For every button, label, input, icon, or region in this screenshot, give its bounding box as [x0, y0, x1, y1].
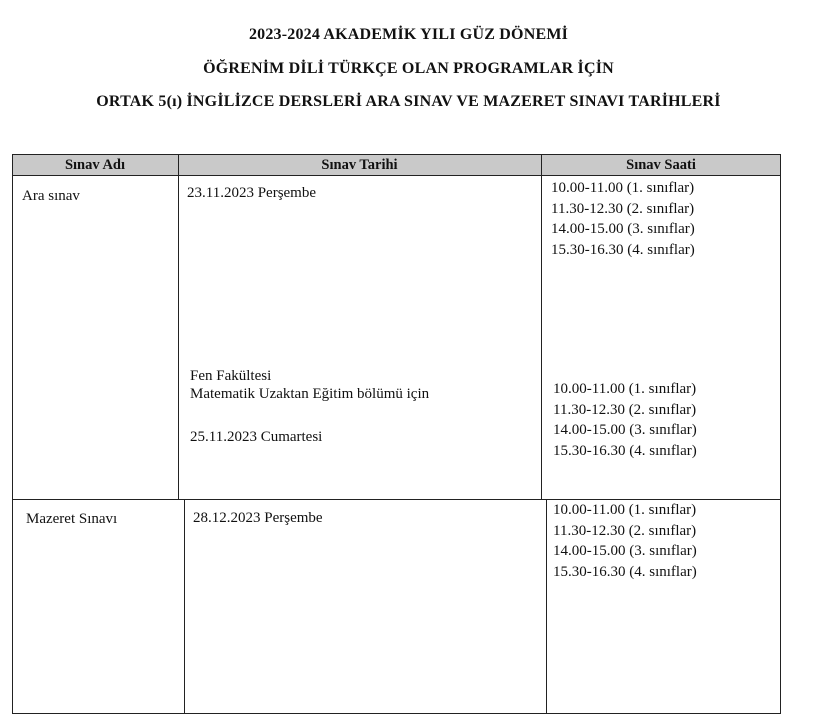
row-mazeret-time-4: 15.30-16.30 (4. sınıflar): [553, 563, 697, 580]
table-border-left: [12, 154, 13, 714]
special-department: Matematik Uzaktan Eğitim bölümü için: [190, 386, 430, 402]
table-border-right: [780, 154, 781, 714]
row-ara-sinav-time-1: 10.00-11.00 (1. sınıflar): [551, 180, 695, 196]
special-time-2: 11.30-12.30 (2. sınıflar): [553, 401, 697, 418]
column-divider-2a: [541, 154, 542, 499]
row-mazeret-date: 28.12.2023 Perşembe: [193, 510, 323, 526]
row-ara-sinav-time-2: 11.30-12.30 (2. sınıflar): [551, 200, 695, 217]
table-border-bottom: [12, 713, 781, 714]
special-time-3: 14.00-15.00 (3. sınıflar): [553, 422, 697, 438]
special-time-1: 10.00-11.00 (1. sınıflar): [553, 381, 697, 397]
row-mazeret-time-1: 10.00-11.00 (1. sınıflar): [553, 502, 697, 518]
title-line-3: ORTAK 5(ı) İNGİLİZCE DERSLERİ ARA SINAV VE MAZERET SINAVI TARİHLERİ: [96, 93, 721, 110]
column-divider-1a: [178, 154, 179, 499]
header-exam-time: Sınav Saati: [626, 157, 696, 173]
special-date: 25.11.2023 Cumartesi: [190, 429, 323, 445]
special-faculty: Fen Fakültesi: [190, 368, 272, 384]
row-mazeret-time-3: 14.00-15.00 (3. sınıflar): [553, 543, 697, 559]
row-ara-sinav-time-4: 15.30-16.30 (4. sınıflar): [551, 241, 695, 258]
title-line-1: 2023-2024 AKADEMİK YILI GÜZ DÖNEMİ: [248, 26, 569, 43]
header-exam-name: Sınav Adı: [64, 157, 126, 173]
header-exam-date: Sınav Tarihi: [321, 157, 398, 173]
row-ara-sinav-name: Ara sınav: [22, 188, 80, 204]
special-time-4: 15.30-16.30 (4. sınıflar): [553, 442, 697, 459]
column-divider-1b: [184, 499, 185, 714]
row-mazeret-time-2: 11.30-12.30 (2. sınıflar): [553, 522, 697, 539]
row-ara-sinav-date: 23.11.2023 Perşembe: [187, 185, 317, 201]
title-line-2: ÖĞRENİM DİLİ TÜRKÇE OLAN PROGRAMLAR İÇİN: [203, 60, 614, 77]
table-header: [12, 154, 781, 176]
row-ara-sinav-time-3: 14.00-15.00 (3. sınıflar): [551, 221, 695, 237]
row-mazeret-name: Mazeret Sınavı: [26, 511, 118, 527]
column-divider-2b: [546, 499, 547, 714]
exam-schedule-table: [12, 154, 781, 714]
